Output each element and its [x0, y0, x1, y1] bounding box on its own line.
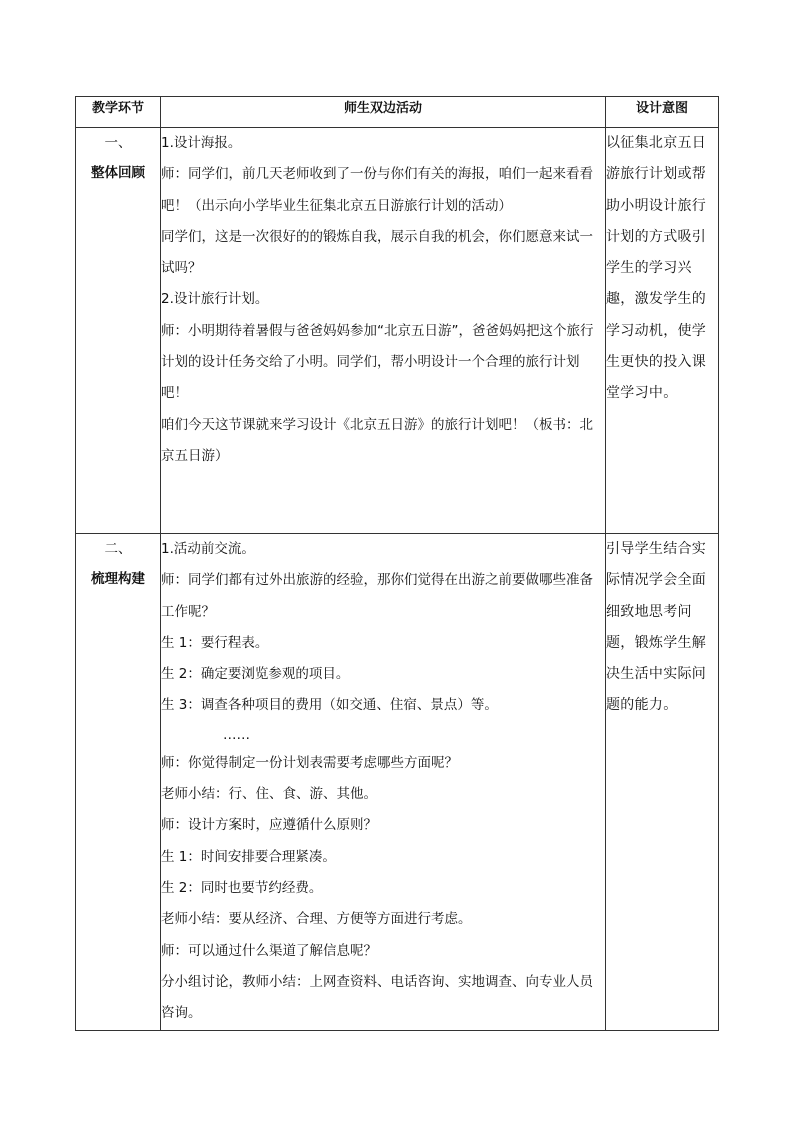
activity-line: 分小组讨论，教师小结：上网查资料、电话咨询、实地调查、向专业人员咨询。 [161, 973, 593, 1022]
activity-line: 师：可以通过什么渠道了解信息呢？ [161, 942, 377, 959]
activity-line: 师：小明期待着暑假与爸爸妈妈参加“北京五日游”，爸爸妈妈把这个旅行计划的设计任务交给了小明。同学们，帮小明设计一个合理的旅行计划吧！ [161, 322, 594, 402]
stage-name: 整体回顾 [91, 165, 145, 181]
activity-cell [161, 534, 606, 1031]
activity-line: 生 2：确定要浏览参观的项目。 [161, 666, 350, 683]
header-stage: 教学环节 [76, 97, 161, 128]
activity-line: 1.活动前交流。 [161, 541, 255, 557]
activity-line: 师：同学们都有过外出旅游的经验，那你们觉得在出游之前要做哪些准备工作呢？ [161, 572, 593, 620]
activity-line: 生 2：同时也要节约经费。 [161, 879, 323, 896]
activity-cell [161, 128, 606, 534]
activity-line: 师：你觉得制定一份计划表需要考虑哪些方面呢？ [161, 754, 458, 771]
activity-line: 老师小结：行、住、食、游、其他。 [161, 786, 377, 803]
intent-cell [606, 534, 719, 1031]
intent-text: 引导学生结合实际情况学会全面细致地思考问题，锻炼学生解决生活中实际问题的能力。 [606, 541, 707, 714]
activity-line: 师：设计方案时，应遵循什么原则？ [161, 817, 377, 834]
activity-line: 同学们，这是一次很好的的锻炼自我，展示自我的机会，你们愿意来试一试吗？ [161, 228, 593, 277]
header-row [76, 97, 719, 128]
table-row [76, 534, 719, 1031]
stage-cell [76, 534, 161, 1031]
activity-line: 咱们今天这节课就来学习设计《北京五日游》的旅行计划吧！（板书：北京五日游） [161, 416, 593, 464]
header-intent: 设计意图 [606, 97, 719, 128]
activity-line: 生 1：要行程表。 [161, 634, 269, 651]
intent-text: 以征集北京五日游旅行计划或帮助小明设计旅行计划的方式吸引学生的学习兴趣，激发学生的学习动机，使学生更快的投入课堂学习中。 [606, 135, 707, 402]
header-activity: 师生双边活动 [161, 97, 606, 128]
activity-line: 2.设计旅行计划。 [161, 291, 269, 308]
stage-cell [76, 128, 161, 534]
activity-line: 师：同学们，前几天老师收到了一份与你们有关的海报，咱们一起来看看吧！（出示向小学毕业生征集北京五日游旅行计划的活动） [161, 166, 593, 214]
stage-name: 梳理构建 [91, 571, 145, 587]
activity-line: 生 3：调查各种项目的费用（如交通、住宿、景点）等。 [161, 697, 498, 714]
activity-line: 生 1：时间安排要合理紧凑。 [161, 848, 336, 865]
stage-number: 二、 [104, 541, 132, 557]
activity-line: 老师小结：要从经济、合理、方便等方面进行考虑。 [161, 911, 472, 928]
lesson-plan-table [75, 96, 719, 1031]
stage-number: 一、 [104, 135, 132, 151]
table-row [76, 128, 719, 534]
intent-cell [606, 128, 719, 534]
activity-line: 1.设计海报。 [161, 135, 242, 151]
activity-ellipsis: …… [223, 726, 250, 743]
